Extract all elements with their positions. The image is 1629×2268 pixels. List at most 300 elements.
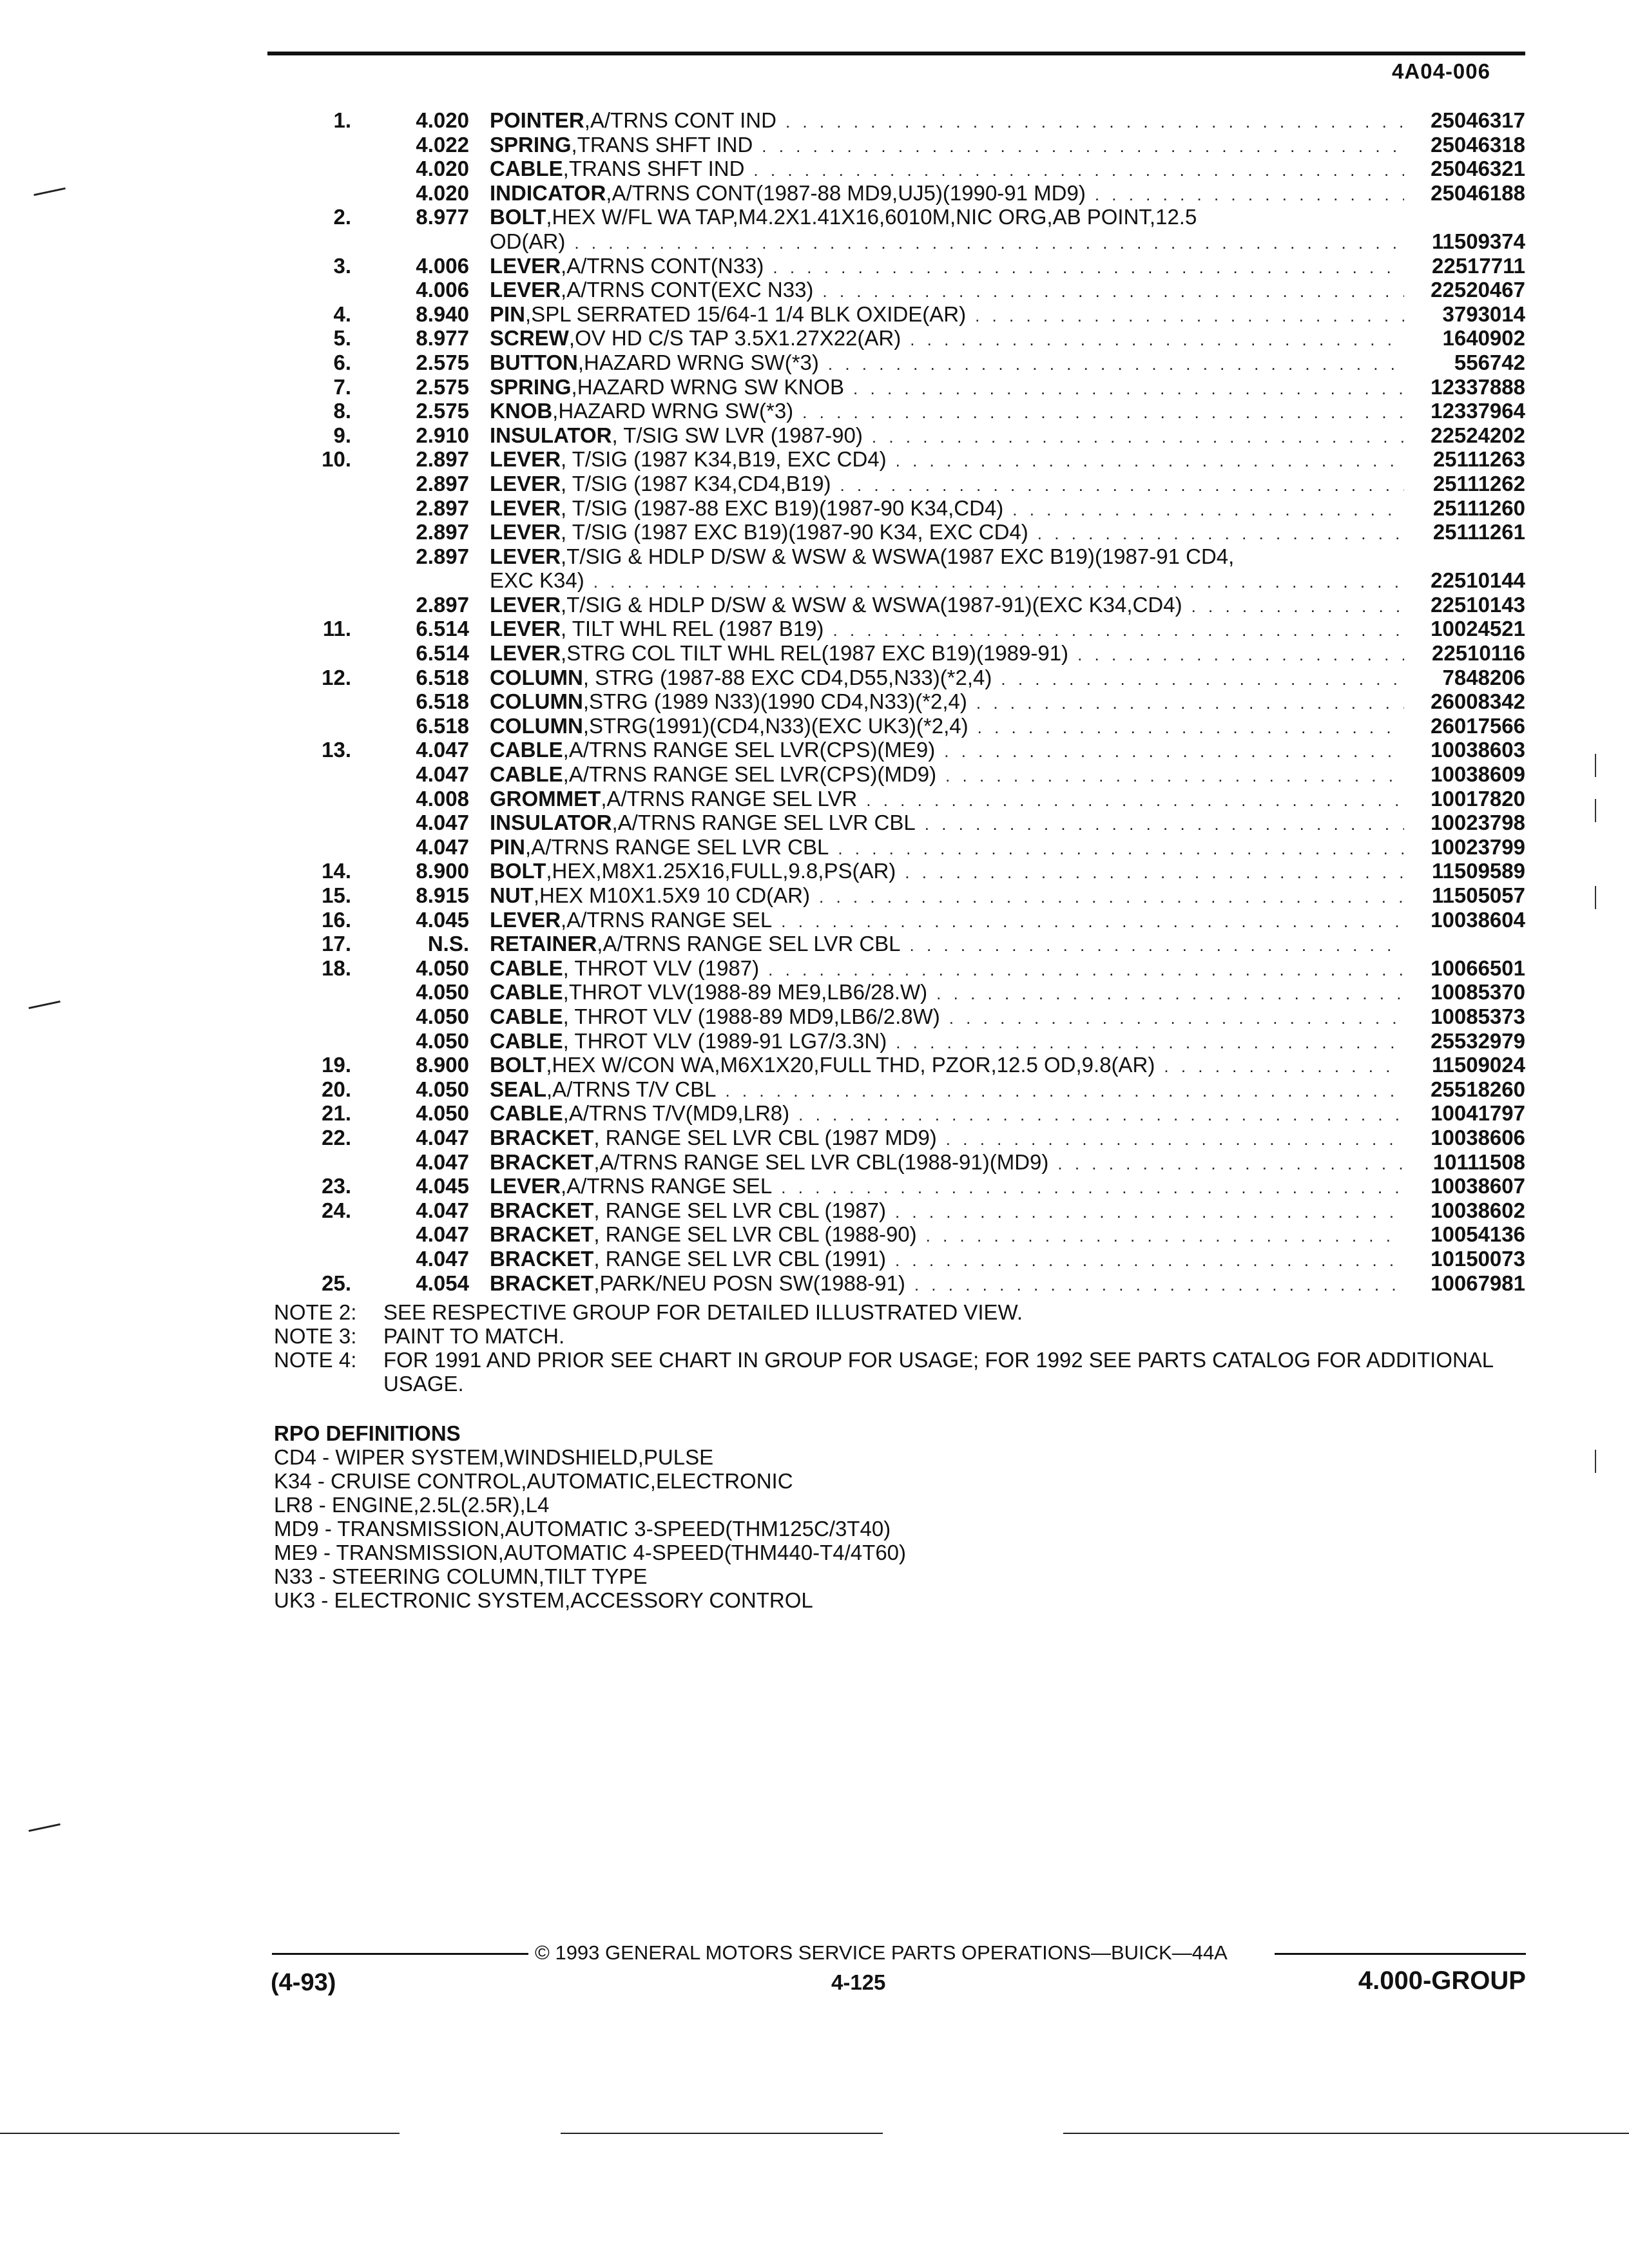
part-spec: ,A/TRNS CONT(EXC N33)	[561, 278, 814, 302]
part-row	[303, 1174, 1525, 1198]
part-row	[303, 205, 1525, 229]
dot-leader	[896, 451, 1404, 471]
part-name: SPRING	[490, 132, 572, 157]
part-row	[303, 1198, 1525, 1223]
part-number: 10038602	[1431, 1198, 1525, 1222]
part-spec: ,HEX W/FL WA TAP,M4.2X1.41X16,6010M,NIC ORG,AB POINT,12.5	[546, 205, 1197, 229]
part-name: SEAL	[490, 1077, 547, 1101]
part-description	[490, 229, 1525, 254]
dot-leader	[781, 912, 1404, 932]
group-number: 4.054	[416, 1271, 469, 1295]
part-name: POINTER	[490, 108, 584, 132]
part-spec: ,HAZARD WRNG SW(*3)	[552, 399, 794, 423]
part-row	[303, 883, 1525, 908]
group-number: 4.047	[416, 762, 469, 787]
part-description	[490, 544, 1525, 569]
ref-number: 15.	[322, 883, 351, 907]
group-number: 4.050	[416, 980, 469, 1004]
group-number: 2.910	[416, 423, 469, 447]
part-spec: ,A/TRNS T/V CBL	[546, 1077, 717, 1101]
part-description	[490, 883, 1525, 908]
part-number: 25111260	[1432, 495, 1525, 520]
dot-leader	[914, 1275, 1404, 1295]
part-spec: ,A/TRNS RANGE SEL LVR CBL(1988-91)(MD9)	[593, 1149, 1049, 1174]
dot-leader	[895, 1202, 1404, 1222]
part-number: 10066501	[1431, 956, 1525, 980]
ref-number: 16.	[322, 907, 351, 932]
part-row	[303, 133, 1525, 157]
dot-leader	[1012, 500, 1404, 520]
footer-rule-left	[272, 1953, 528, 1955]
group-number: 2.897	[416, 447, 469, 472]
part-number: 26008342	[1431, 689, 1525, 714]
dot-leader	[786, 112, 1404, 132]
group-number: 8.915	[416, 883, 469, 907]
punch-mark	[28, 1823, 61, 1832]
rpo-definitions	[274, 1421, 906, 1612]
part-description	[490, 326, 1525, 351]
ref-number: 25.	[322, 1271, 351, 1295]
part-number: 22510144	[1431, 568, 1525, 593]
part-spec: ,A/TRNS RANGE SEL LVR CBL	[612, 811, 916, 835]
group-number: 4.047	[416, 1125, 469, 1149]
part-description	[490, 133, 1525, 157]
rpo-item: UK3 - ELECTRONIC SYSTEM,ACCESSORY CONTROL	[274, 1588, 813, 1612]
part-description	[490, 157, 1525, 181]
part-number: 10085370	[1431, 980, 1525, 1004]
dot-leader	[853, 379, 1404, 399]
ref-number: 1.	[333, 108, 351, 132]
part-row	[303, 568, 1525, 593]
top-rule	[267, 52, 1525, 55]
part-row	[303, 181, 1525, 206]
part-description	[490, 1150, 1525, 1175]
group-number: 4.047	[416, 834, 469, 859]
dot-leader	[949, 1008, 1404, 1028]
dot-leader	[910, 330, 1404, 350]
part-spec: , T/SIG SW LVR (1987-90)	[612, 423, 863, 447]
part-row	[303, 520, 1525, 544]
group-number: 4.050	[416, 1004, 469, 1028]
dot-leader	[945, 766, 1404, 786]
group-number: 2.897	[416, 592, 469, 617]
part-row	[303, 714, 1525, 738]
part-row	[303, 496, 1525, 521]
part-spec: ,A/TRNS RANGE SEL	[561, 907, 773, 932]
part-spec: ,A/TRNS RANGE SEL LVR(CPS)(ME9)	[563, 738, 936, 762]
part-row	[303, 617, 1525, 641]
margin-tick	[1595, 886, 1596, 909]
part-spec: ,HEX,M8X1.25X16,FULL,9.8,PS(AR)	[546, 859, 896, 883]
part-row	[303, 472, 1525, 496]
part-spec: , RANGE SEL LVR CBL (1988-90)	[593, 1222, 917, 1247]
dot-leader	[798, 1105, 1404, 1125]
dot-leader	[593, 572, 1404, 592]
part-name: CABLE	[490, 980, 563, 1004]
dot-leader	[925, 814, 1404, 834]
part-row	[303, 641, 1525, 666]
part-row	[303, 399, 1525, 423]
part-row	[303, 1126, 1525, 1150]
part-description	[490, 617, 1525, 641]
part-description	[490, 375, 1525, 399]
rpo-item: K34 - CRUISE CONTROL,AUTOMATIC,ELECTRONIC	[274, 1469, 793, 1493]
part-spec: ,T/SIG & HDLP D/SW & WSW & WSWA(1987 EXC B19)(1987-91 CD4,	[561, 544, 1235, 568]
part-row	[303, 326, 1525, 351]
part-name: SPRING	[490, 374, 572, 399]
part-name: BRACKET	[490, 1246, 594, 1271]
ref-number: 23.	[322, 1174, 351, 1198]
note	[274, 1324, 1498, 1348]
part-row	[303, 666, 1525, 690]
group-number: 4.047	[416, 811, 469, 835]
part-name: CABLE	[490, 956, 563, 980]
group-number: N.S.	[427, 932, 469, 956]
part-row	[303, 762, 1525, 787]
part-name: INSULATOR	[490, 811, 612, 835]
dot-leader	[872, 427, 1404, 447]
rpo-item: MD9 - TRANSMISSION,AUTOMATIC 3-SPEED(THM125C/3T40)	[274, 1517, 891, 1541]
part-spec: , RANGE SEL LVR CBL (1987 MD9)	[593, 1125, 937, 1149]
part-description	[490, 423, 1525, 448]
part-description	[490, 1126, 1525, 1150]
dot-leader	[819, 887, 1404, 907]
part-description	[490, 1174, 1525, 1198]
part-number: 22517711	[1431, 253, 1525, 278]
dot-leader	[1037, 524, 1404, 544]
ref-number: 2.	[333, 205, 351, 229]
part-row	[303, 544, 1525, 569]
ref-number: 12.	[322, 665, 351, 689]
part-name: KNOB	[490, 399, 553, 423]
margin-tick	[1595, 799, 1596, 822]
part-name: LEVER	[490, 278, 561, 302]
part-number: 11509374	[1431, 229, 1525, 253]
group-number: 4.020	[416, 180, 469, 205]
group-number: 4.050	[416, 956, 469, 980]
dot-leader	[773, 258, 1404, 278]
punch-mark	[34, 187, 66, 196]
part-number: 25532979	[1431, 1028, 1525, 1053]
part-description	[490, 1029, 1525, 1053]
part-spec: , T/SIG (1987 K34,CD4,B19)	[561, 471, 831, 495]
group-number: 4.050	[416, 1077, 469, 1101]
group-number: 4.006	[416, 278, 469, 302]
footer-date: (4-93)	[271, 1969, 336, 1996]
rpo-item: ME9 - TRANSMISSION,AUTOMATIC 4-SPEED(THM440-T4/4T60)	[274, 1541, 907, 1564]
part-description	[490, 1222, 1525, 1247]
part-spec: ,THROT VLV(1988-89 ME9,LB6/28.W)	[563, 980, 928, 1004]
note-text: SEE RESPECTIVE GROUP FOR DETAILED ILLUSTRATED VIEW.	[383, 1300, 1023, 1324]
part-name: INDICATOR	[490, 180, 606, 205]
part-row	[303, 1101, 1525, 1126]
rpo-item: N33 - STEERING COLUMN,TILT TYPE	[274, 1564, 648, 1588]
part-number: 11509024	[1431, 1053, 1525, 1077]
part-spec: , THROT VLV (1989-91 LG7/3.3N)	[563, 1028, 887, 1053]
margin-tick	[1595, 1450, 1596, 1473]
part-description	[490, 472, 1525, 496]
part-name: LEVER	[490, 471, 561, 495]
dot-leader	[910, 936, 1404, 956]
note-text: PAINT TO MATCH.	[383, 1324, 565, 1348]
dot-leader	[781, 1178, 1404, 1198]
part-number: 10111508	[1432, 1149, 1525, 1174]
part-name: CABLE	[490, 762, 563, 787]
dot-leader	[833, 620, 1404, 640]
note	[274, 1348, 1498, 1396]
part-name: COLUMN	[490, 713, 583, 738]
part-spec: , TILT WHL REL (1987 B19)	[561, 617, 824, 641]
ref-number: 3.	[333, 253, 351, 278]
part-number: 11509589	[1431, 859, 1525, 883]
ref-number: 22.	[322, 1125, 351, 1149]
part-description	[490, 787, 1525, 811]
part-name: LEVER	[490, 495, 561, 520]
part-spec: , STRG (1987-88 EXC CD4,D55,N33)(*2,4)	[583, 665, 992, 689]
group-number: 6.518	[416, 713, 469, 738]
part-spec: ,HEX M10X1.5X9 10 CD(AR)	[533, 883, 810, 907]
margin-tick	[1595, 754, 1596, 777]
part-row	[303, 108, 1525, 133]
rpo-list	[274, 1445, 906, 1612]
part-description	[490, 399, 1525, 423]
group-number: 4.045	[416, 907, 469, 932]
part-name: BUTTON	[490, 350, 578, 374]
part-number: 10038606	[1431, 1125, 1525, 1149]
part-row	[303, 1247, 1525, 1271]
part-name: BOLT	[490, 205, 546, 229]
part-spec: ,HAZARD WRNG SW KNOB	[571, 374, 845, 399]
part-description	[490, 641, 1525, 666]
dot-leader	[1095, 185, 1404, 205]
group-number: 6.514	[416, 641, 469, 666]
group-number: 4.008	[416, 786, 469, 811]
part-number: 10041797	[1431, 1101, 1525, 1126]
part-number: 25111261	[1432, 520, 1525, 544]
part-spec: , T/SIG (1987-88 EXC B19)(1987-90 K34,CD4)	[561, 495, 1004, 520]
part-name: BRACKET	[490, 1271, 594, 1295]
part-name: SCREW	[490, 326, 569, 351]
group-number: 4.047	[416, 1222, 469, 1247]
part-name: NUT	[490, 883, 534, 907]
dot-leader	[768, 960, 1404, 980]
part-row	[303, 1150, 1525, 1175]
part-row	[303, 980, 1525, 1004]
part-description	[490, 859, 1525, 883]
part-row	[303, 593, 1525, 617]
part-spec: , RANGE SEL LVR CBL (1991)	[593, 1246, 886, 1271]
part-number: 10038609	[1431, 762, 1525, 787]
rpo-item: CD4 - WIPER SYSTEM,WINDSHIELD,PULSE	[274, 1445, 714, 1469]
dot-leader	[895, 1251, 1404, 1271]
part-spec: ,A/TRNS RANGE SEL LVR(CPS)(MD9)	[563, 762, 937, 787]
part-spec: ,STRG(1991)(CD4,N33)(EXC UK3)(*2,4)	[583, 713, 969, 738]
part-number: 10023799	[1431, 834, 1525, 859]
ref-number: 11.	[322, 617, 351, 641]
part-description	[490, 302, 1525, 327]
part-name: PIN	[490, 302, 526, 326]
part-spec: , T/SIG (1987 K34,B19, EXC CD4)	[561, 447, 887, 472]
part-spec: , RANGE SEL LVR CBL (1987)	[593, 1198, 886, 1222]
note-text: FOR 1991 AND PRIOR SEE CHART IN GROUP FOR USAGE; FOR 1992 SEE PARTS CATALOG FOR ADDITIONAL USAGE.	[383, 1348, 1493, 1396]
part-row	[303, 302, 1525, 327]
part-spec: , THROT VLV (1987)	[563, 956, 760, 980]
footer-rule-right	[1275, 1953, 1526, 1955]
part-spec: ,A/TRNS RANGE SEL LVR CBL	[525, 834, 829, 859]
part-number: 22520467	[1431, 278, 1525, 302]
ref-number: 6.	[333, 350, 351, 374]
ref-number: 10.	[322, 447, 351, 472]
scan-line-mid	[561, 2133, 883, 2134]
part-row	[303, 229, 1525, 254]
part-description	[490, 351, 1525, 375]
part-number: 22510143	[1431, 592, 1525, 617]
group-number: 4.050	[416, 1101, 469, 1126]
part-number: 10023798	[1431, 811, 1525, 835]
part-name: LEVER	[490, 617, 561, 641]
dot-leader	[946, 1129, 1404, 1149]
ref-number: 9.	[333, 423, 351, 447]
part-description	[490, 1053, 1525, 1077]
part-number: 25046317	[1431, 108, 1525, 132]
note-label: NOTE 2:	[274, 1300, 357, 1324]
ref-number: 18.	[322, 956, 351, 980]
part-description	[490, 932, 1525, 956]
ref-number: 17.	[322, 932, 351, 956]
ref-number: 13.	[322, 738, 351, 762]
group-number: 4.047	[416, 1149, 469, 1174]
part-row	[303, 375, 1525, 399]
part-spec: EXC K34)	[490, 568, 584, 593]
part-spec: ,A/TRNS CONT IND	[584, 108, 776, 132]
part-description	[490, 1101, 1525, 1126]
part-row	[303, 859, 1525, 883]
group-number: 4.047	[416, 1198, 469, 1222]
part-number: 22524202	[1431, 423, 1525, 447]
part-name: LEVER	[490, 641, 561, 666]
part-description	[490, 1271, 1525, 1296]
dot-leader	[1057, 1154, 1404, 1174]
rpo-item: LR8 - ENGINE,2.5L(2.5R),L4	[274, 1493, 550, 1517]
part-spec: ,PARK/NEU POSN SW(1988-91)	[593, 1271, 905, 1295]
part-description	[490, 666, 1525, 690]
dot-leader	[574, 233, 1404, 253]
dot-leader	[936, 984, 1404, 1004]
parts-list	[303, 108, 1525, 1295]
part-spec: ,OV HD C/S TAP 3.5X1.27X22(AR)	[568, 326, 901, 351]
part-spec: OD(AR)	[490, 229, 566, 253]
part-spec: ,A/TRNS RANGE SEL	[561, 1174, 773, 1198]
part-name: PIN	[490, 834, 526, 859]
ref-number: 4.	[333, 302, 351, 326]
group-number: 4.047	[416, 738, 469, 762]
part-spec: , T/SIG (1987 EXC B19)(1987-90 K34, EXC CD4)	[561, 520, 1028, 544]
part-spec: ,STRG (1989 N33)(1990 CD4,N33)(*2,4)	[583, 689, 967, 714]
note-label: NOTE 4:	[274, 1348, 357, 1372]
ref-number: 5.	[333, 326, 351, 351]
part-spec: , THROT VLV (1988-89 MD9,LB6/2.8W)	[563, 1004, 940, 1028]
ref-number: 20.	[322, 1077, 351, 1101]
part-spec: ,TRANS SHFT IND	[571, 132, 753, 157]
part-description	[490, 520, 1525, 544]
part-row	[303, 908, 1525, 932]
part-description	[490, 738, 1525, 762]
part-number: 11505057	[1431, 883, 1525, 907]
part-spec: ,A/TRNS T/V(MD9,LR8)	[563, 1101, 790, 1126]
group-number: 2.897	[416, 520, 469, 544]
part-spec: ,A/TRNS CONT(N33)	[561, 253, 764, 278]
group-number: 8.940	[416, 302, 469, 326]
part-description	[490, 1004, 1525, 1029]
part-row	[303, 835, 1525, 860]
part-name: BRACKET	[490, 1198, 594, 1222]
part-row	[303, 1077, 1525, 1102]
part-name: GROMMET	[490, 786, 601, 811]
part-name: LEVER	[490, 544, 561, 568]
ref-number: 7.	[333, 374, 351, 399]
part-number: 25111262	[1432, 471, 1525, 495]
ref-number: 21.	[322, 1101, 351, 1126]
part-description	[490, 496, 1525, 521]
group-number: 4.045	[416, 1174, 469, 1198]
part-description	[490, 811, 1525, 835]
part-spec: ,STRG COL TILT WHL REL(1987 EXC B19)(1989-91)	[561, 641, 1069, 666]
part-description	[490, 181, 1525, 206]
group-number: 2.897	[416, 471, 469, 495]
dot-leader	[838, 839, 1404, 859]
part-row	[303, 738, 1525, 762]
dot-leader	[840, 476, 1404, 495]
part-number: 1640902	[1442, 326, 1525, 351]
dot-leader	[944, 742, 1404, 762]
group-number: 6.518	[416, 665, 469, 689]
dot-leader	[762, 137, 1404, 157]
part-name: LEVER	[490, 253, 561, 278]
part-row	[303, 254, 1525, 278]
group-number: 4.020	[416, 108, 469, 132]
scan-line-left	[0, 2133, 400, 2134]
part-name: BRACKET	[490, 1222, 594, 1247]
part-description	[490, 1247, 1525, 1271]
group-number: 4.022	[416, 132, 469, 157]
part-description	[490, 908, 1525, 932]
part-row	[303, 689, 1525, 714]
part-row	[303, 932, 1525, 956]
part-name: COLUMN	[490, 665, 583, 689]
part-name: LEVER	[490, 1174, 561, 1198]
dot-leader	[725, 1081, 1404, 1101]
part-description	[490, 689, 1525, 714]
rpo-title: RPO DEFINITIONS	[274, 1421, 461, 1445]
part-row	[303, 1053, 1525, 1077]
scan-line-right	[1063, 2133, 1629, 2134]
part-description	[490, 447, 1525, 472]
part-number: 10067981	[1431, 1271, 1525, 1295]
part-number: 25518260	[1431, 1077, 1525, 1101]
part-row	[303, 1222, 1525, 1247]
part-name: INSULATOR	[490, 423, 612, 447]
part-row	[303, 351, 1525, 375]
part-number: 10054136	[1431, 1222, 1525, 1247]
part-spec: ,T/SIG & HDLP D/SW & WSW & WSWA(1987-91)(EXC K34,CD4)	[561, 592, 1182, 617]
dot-leader	[1191, 597, 1404, 617]
part-number: 26017566	[1431, 713, 1525, 738]
part-number: 12337964	[1431, 399, 1525, 423]
part-number: 10038604	[1431, 907, 1525, 932]
page-number: 4-125	[831, 1970, 886, 1994]
part-number: 10038607	[1431, 1174, 1525, 1198]
part-name: BRACKET	[490, 1149, 594, 1174]
